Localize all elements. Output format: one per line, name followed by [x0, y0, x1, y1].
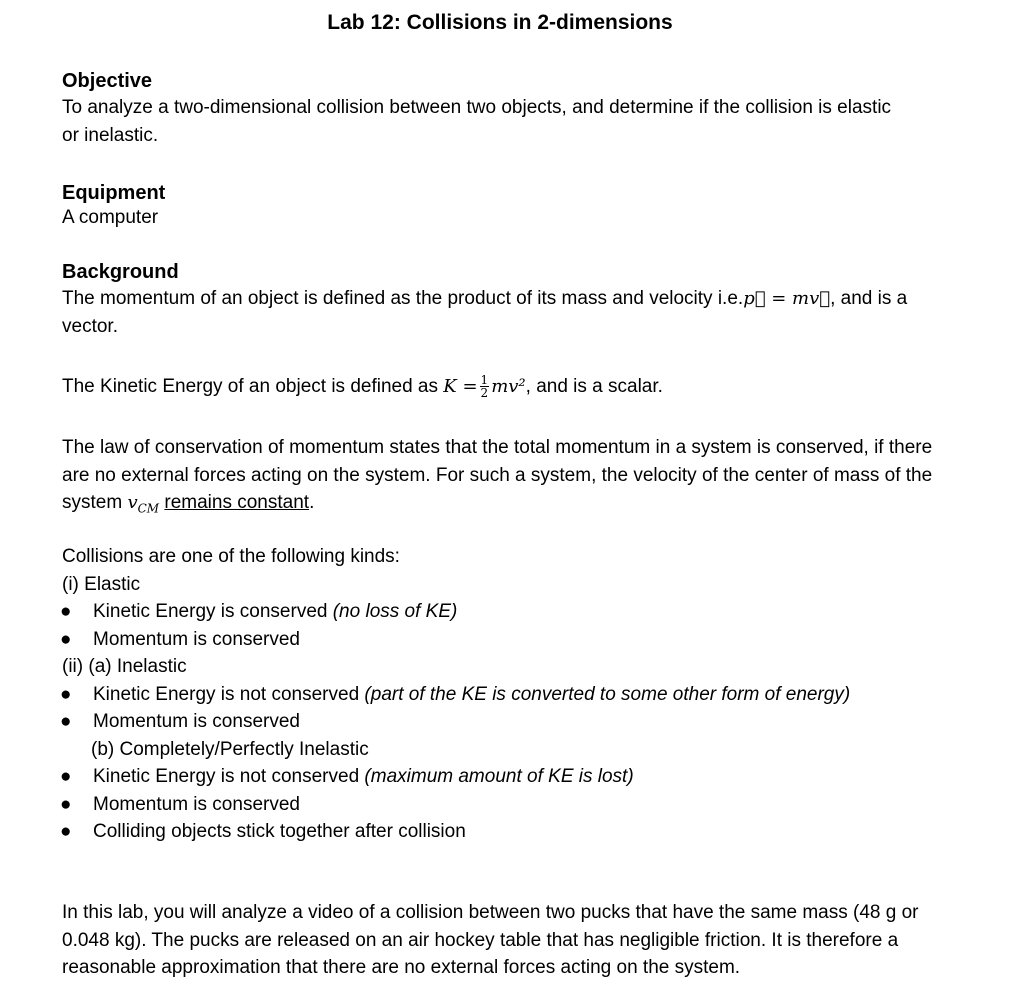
elastic-label: (i) Elastic — [62, 573, 141, 595]
equipment-heading: Equipment — [62, 182, 166, 204]
collision-kinds-section — [62, 543, 962, 846]
bullet-icon: ● — [60, 821, 72, 842]
list-item-note: (maximum amount of KE is lost) — [364, 766, 634, 787]
bullet-icon: ● — [60, 683, 72, 705]
list-item — [0, 763, 962, 791]
list-item-note: (part of the KE is converted to some other form of energy) — [364, 683, 851, 705]
list-item — [0, 681, 853, 709]
perfectly-inelastic-list — [0, 763, 962, 846]
ke-text-start: The Kinetic Energy of an object is defined as — [62, 376, 444, 397]
remains-constant-text: remains constant — [164, 492, 310, 513]
conservation-period: . — [309, 492, 315, 513]
closing-text: In this lab, you will analyze a video of a collision between two pucks that have the same mass (48 g or 0.048 kg). The pucks are released on an air hockey table that has negligible friction. It is therefore a reasonable approximation that there are no external forces acting on the system. — [62, 902, 919, 978]
list-item — [0, 818, 962, 846]
momentum-paragraph — [62, 285, 952, 340]
ke-equation-lhs: K = — [443, 376, 478, 397]
equipment-section — [62, 180, 962, 230]
objective-section — [62, 68, 962, 149]
conservation-text: The law of conservation of momentum states that the total momentum in a system is conserved, if there are no external forces acting on the system. For such a system, the velocity of the center of mass of the system — [62, 437, 933, 513]
bullet-icon: ● — [60, 628, 72, 650]
list-item-text: Momentum is conserved — [93, 793, 300, 815]
momentum-text-start: The momentum of an object is defined as the product of its mass and velocity i.e. — [62, 288, 744, 309]
kinetic-energy-paragraph — [62, 373, 962, 401]
list-item-text: Momentum is conserved — [93, 711, 300, 732]
list-item-text: Kinetic Energy is not conserved — [93, 683, 365, 705]
objective-heading: Objective — [62, 70, 153, 92]
momentum-text-end: , and is a vector. — [62, 288, 908, 337]
list-item-text: Momentum is conserved — [93, 628, 300, 650]
list-item — [0, 791, 962, 819]
momentum-equation: p⃗ = mv⃗ — [743, 288, 831, 309]
ke-fraction-denominator: 2 — [480, 386, 489, 401]
ke-fraction-numerator: 1 — [480, 373, 489, 388]
inelastic-label: (ii) (a) Inelastic — [62, 656, 187, 677]
equipment-text: A computer — [62, 207, 159, 228]
closing-paragraph — [62, 899, 932, 982]
list-item — [0, 626, 962, 654]
background-section — [62, 259, 962, 340]
ke-equation-rhs: mv² — [491, 376, 526, 397]
inelastic-list — [0, 681, 962, 736]
list-item-text: Kinetic Energy is not conserved — [93, 766, 365, 787]
background-heading: Background — [62, 261, 179, 283]
vcm-subscript: CM — [137, 501, 160, 516]
bullet-icon: ● — [60, 793, 72, 815]
objective-text: To analyze a two-dimensional collision between two objects, and determine if the collision is elastic or inelastic. — [62, 97, 892, 146]
list-item-text: Colliding objects stick together after collision — [93, 821, 466, 842]
ke-text-end: , and is a scalar. — [525, 376, 663, 397]
bullet-icon: ● — [60, 711, 72, 732]
elastic-list — [0, 598, 962, 653]
list-item-text: Kinetic Energy is conserved — [93, 601, 333, 622]
bullet-icon: ● — [60, 601, 72, 622]
list-item-note: (no loss of KE) — [332, 601, 458, 622]
bullet-icon: ● — [60, 766, 72, 787]
vcm-symbol — [127, 492, 160, 516]
perfectly-inelastic-label: (b) Completely/Perfectly Inelastic — [91, 738, 369, 760]
list-item — [0, 708, 962, 736]
collision-kinds-intro: Collisions are one of the following kinds: — [62, 546, 400, 567]
list-item — [0, 598, 962, 626]
page-title: Lab 12: Collisions in 2-dimensions — [327, 11, 673, 34]
ke-fraction — [480, 374, 490, 399]
vcm-letter: v — [127, 492, 138, 513]
conservation-paragraph — [62, 434, 947, 523]
